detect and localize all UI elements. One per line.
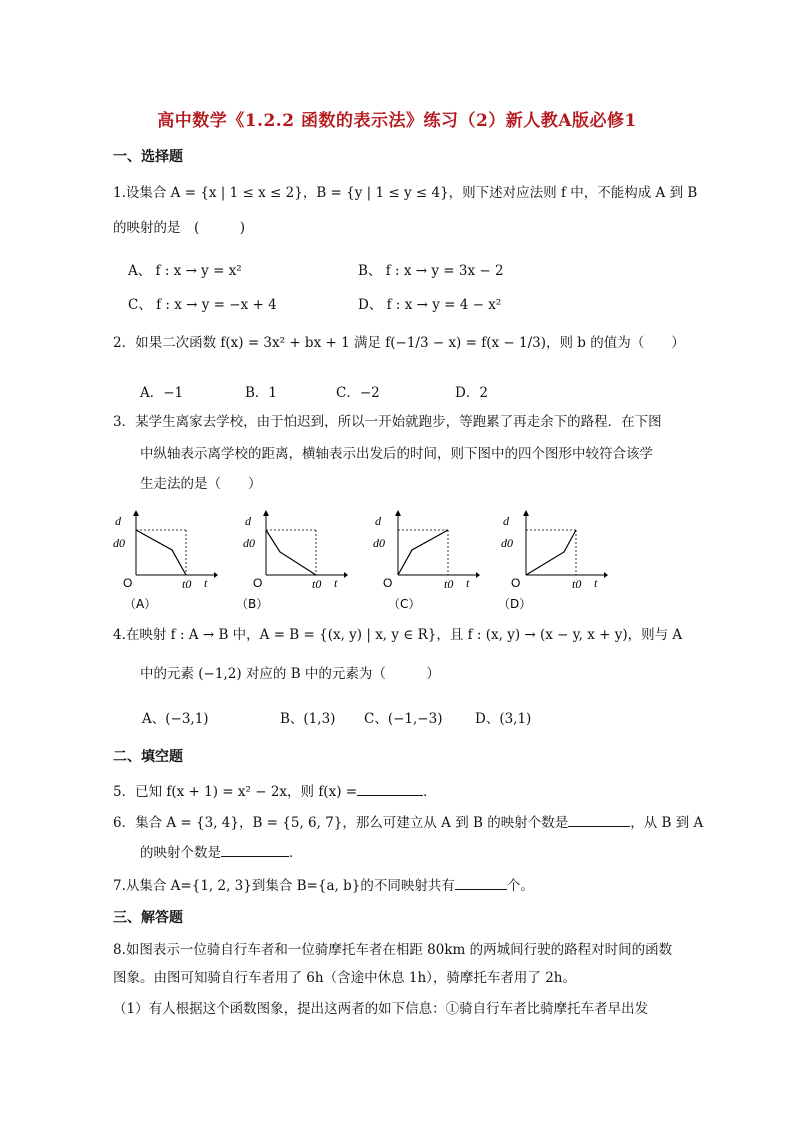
section-heading-answer: 三、解答题 <box>113 910 183 926</box>
q6-line1 <box>113 812 703 833</box>
graph-c-caption: （C） <box>388 597 421 611</box>
graph-b-origin: O <box>253 576 263 590</box>
graph-b-label-t: t <box>334 576 338 590</box>
q7-stem-end: 个。 <box>506 878 534 894</box>
q4-option-c: C、(−1,−3) <box>364 711 443 727</box>
q7-line <box>113 875 534 896</box>
q1-stem-line1: 1.设集合 A = {x | 1 ≤ x ≤ 2}，B = {y | 1 ≤ y ≤ 4}，则下述对应法则 f 中，不能构成 A 到 B <box>113 185 698 201</box>
graph-d-label-t: t <box>594 576 598 590</box>
q3-stem-line3: 生走法的是（ ） <box>140 476 262 492</box>
q2-option-b: B．1 <box>245 385 278 401</box>
q6-line2 <box>140 842 303 863</box>
graph-d-origin: O <box>511 576 521 590</box>
q5-stem-end: ． <box>423 784 437 800</box>
q1-option-a: A、 f : x → y = x² <box>128 263 242 279</box>
q1-option-d: D、 f : x → y = 4 − x² <box>358 297 502 313</box>
q4-stem-line2: 中的元素 (−1,2) 对应的 B 中的元素为（ ） <box>140 666 440 682</box>
q6-answer-blank-2[interactable] <box>221 842 289 857</box>
q8-line1: 8.如图表示一位骑自行车者和一位骑摩托车者在相距 80km 的两城间行驶的路程对时间的函数 <box>113 942 673 958</box>
q6-stem-end: ． <box>289 845 303 861</box>
q3-stem-line2: 中纵轴表示离学校的距离，横轴表示出发后的时间，则下图中的四个图形中较符合该学 <box>140 446 653 462</box>
q2-option-d: D．2 <box>455 385 488 401</box>
graph-b-label-d0: d0 <box>243 536 255 550</box>
q4-option-b: B、(1,3) <box>280 711 336 727</box>
q8-line3: （1）有人根据这个函数图象，提出这两者的如下信息：①骑自行车者比骑摩托车者早出发 <box>113 1001 649 1017</box>
q4-stem-line1: 4.在映射 f : A → B 中，A = B = {(x, y) | x, y ∈ R}，且 f : (x, y) → (x − y, x + y)，则与 A <box>113 627 683 643</box>
graph-a-label-t0: t0 <box>182 577 192 591</box>
q7-answer-blank[interactable] <box>455 875 507 890</box>
graph-a <box>106 508 218 612</box>
graph-a-label-d0: d0 <box>113 536 125 550</box>
graph-a-label-d: d <box>115 514 121 528</box>
q1-option-c: C、 f : x → y = −x + 4 <box>128 297 277 313</box>
q5-stem: 5．已知 f(x + 1) = x² − 2x，则 f(x) = <box>113 784 358 800</box>
graph-d-label-d: d <box>503 514 509 528</box>
graph-d-caption: （D） <box>498 597 532 611</box>
q5-line <box>113 781 437 802</box>
q6-stem-mid: ，从 B 到 A <box>630 815 704 831</box>
graph-c-label-d0: d0 <box>373 536 385 550</box>
q1-option-b: B、 f : x → y = 3x − 2 <box>358 263 504 279</box>
section-heading-fill: 二、填空题 <box>113 749 183 765</box>
graph-c-label-t0: t0 <box>444 577 454 591</box>
q5-answer-blank[interactable] <box>357 781 423 796</box>
page-title: 高中数学《1.2.2 函数的表示法》练习（2）新人教A版必修1 <box>157 111 637 131</box>
graph-c <box>368 508 480 612</box>
graph-a-origin: O <box>123 576 133 590</box>
q2-option-a: A．−1 <box>140 385 184 401</box>
graph-b-label-d: d <box>245 514 251 528</box>
graph-c-label-t: t <box>466 576 470 590</box>
q4-option-a: A、(−3,1) <box>142 711 209 727</box>
graph-b <box>236 508 348 612</box>
q6-answer-blank-1[interactable] <box>568 812 630 827</box>
q3-stem-line1: 3．某学生离家去学校，由于怕迟到，所以一开始就跑步，等跑累了再走余下的路程．在下图 <box>113 414 662 430</box>
graph-b-label-t0: t0 <box>312 577 322 591</box>
q2-option-c: C．−2 <box>336 385 380 401</box>
q1-stem-line2: 的映射的是 ( ) <box>113 220 246 236</box>
graph-a-label-t: t <box>204 576 208 590</box>
q6-stem-c: 的映射个数是 <box>140 845 221 861</box>
q4-option-d: D、(3,1) <box>475 711 532 727</box>
q8-line2: 图象。由图可知骑自行车者用了 6h（含途中休息 1h），骑摩托车者用了 2h。 <box>113 970 576 986</box>
section-heading-choice: 一、选择题 <box>113 149 183 165</box>
graph-d <box>496 508 608 612</box>
graph-b-caption: （B） <box>236 597 269 611</box>
graph-a-caption: （A） <box>124 597 157 611</box>
q6-stem: 6．集合 A = {3, 4}，B = {5, 6, 7}，那么可建立从 A 到 B 的映射个数是 <box>113 815 569 831</box>
graph-d-label-d0: d0 <box>501 536 513 550</box>
q2-stem: 2．如果二次函数 f(x) = 3x² + bx + 1 满足 f(−1/3 − x) = f(x − 1/3)，则 b 的值为（ ） <box>113 335 685 351</box>
graph-d-label-t0: t0 <box>572 577 582 591</box>
graph-c-origin: O <box>383 576 393 590</box>
q7-stem: 7.从集合 A={1, 2, 3}到集合 B={a, b}的不同映射共有 <box>113 878 455 894</box>
graph-c-label-d: d <box>375 514 381 528</box>
